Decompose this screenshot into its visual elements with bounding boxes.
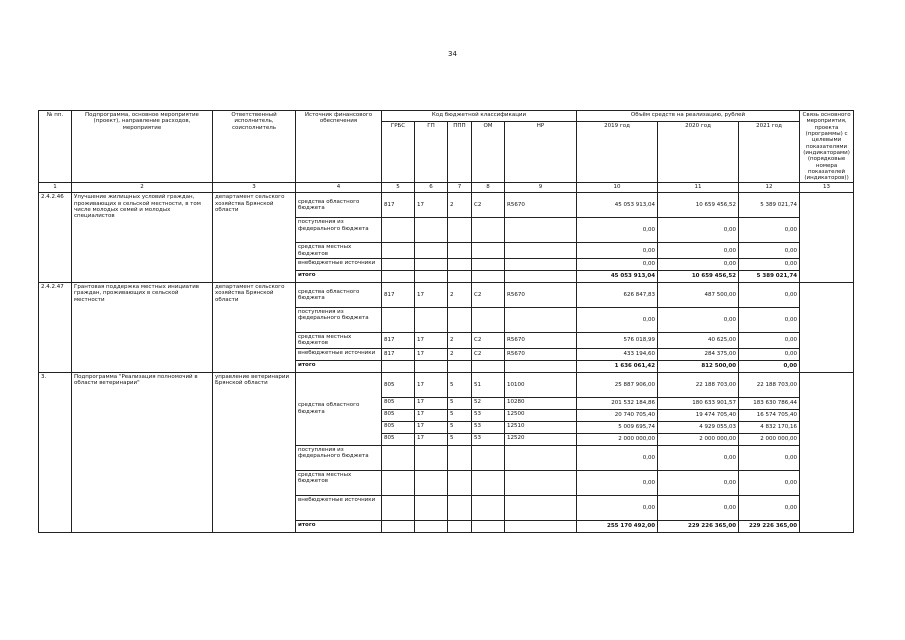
value-2019: 0,00 — [577, 259, 658, 271]
om: 52 — [472, 397, 505, 409]
total-2019: 255 170 492,00 — [577, 520, 658, 532]
value-2021: 0,00 — [739, 445, 800, 470]
gp: 17 — [415, 433, 448, 445]
header-2019: 2019 год — [577, 122, 658, 183]
colnum: 7 — [448, 183, 472, 193]
colnum: 10 — [577, 183, 658, 193]
value-2019: 433 194,60 — [577, 348, 658, 360]
value-2019: 0,00 — [577, 218, 658, 243]
colnum: 3 — [213, 183, 296, 193]
header-2021: 2021 год — [739, 122, 800, 183]
source: внебюджетные источники — [296, 495, 382, 520]
header-grbs: ГРБС — [382, 122, 415, 183]
colnum: 12 — [739, 183, 800, 193]
header-2020: 2020 год — [658, 122, 739, 183]
row-number: 3. — [39, 372, 72, 532]
value-2019: 626 847,83 — [577, 283, 658, 308]
total-2020: 10 659 456,52 — [658, 271, 739, 283]
value-2019: 576 018,99 — [577, 333, 658, 349]
value-2021: 0,00 — [739, 495, 800, 520]
gp: 17 — [415, 372, 448, 397]
value-2021: 16 574 705,40 — [739, 409, 800, 421]
indicator-link — [800, 283, 854, 373]
source: средства областного бюджета — [296, 283, 382, 308]
header-source: Источник финансового обеспечения — [296, 111, 382, 183]
budget-table-container — [38, 110, 853, 530]
grbs: 805 — [382, 372, 415, 397]
value-2021: 0,00 — [739, 348, 800, 360]
value-2020: 0,00 — [658, 445, 739, 470]
pp: 5 — [448, 421, 472, 433]
value-2021: 0,00 — [739, 308, 800, 333]
row-number: 2.4.2.47 — [39, 283, 72, 373]
nr: R5670 — [505, 283, 577, 308]
value-2020: 0,00 — [658, 470, 739, 495]
gp: 17 — [415, 283, 448, 308]
value-2020: 0,00 — [658, 259, 739, 271]
om: 53 — [472, 409, 505, 421]
pp: 5 — [448, 397, 472, 409]
value-2020: 0,00 — [658, 243, 739, 259]
header-nr: НР — [505, 122, 577, 183]
om: C2 — [472, 193, 505, 218]
colnum: 13 — [800, 183, 854, 193]
value-2019: 0,00 — [577, 308, 658, 333]
value-2021: 0,00 — [739, 243, 800, 259]
header-om: ОМ — [472, 122, 505, 183]
gp: 17 — [415, 193, 448, 218]
value-2019: 20 740 705,40 — [577, 409, 658, 421]
value-2021: 2 000 000,00 — [739, 433, 800, 445]
table-row — [39, 372, 854, 397]
total-2019: 1 636 061,42 — [577, 360, 658, 372]
grbs: 805 — [382, 409, 415, 421]
grbs: 805 — [382, 433, 415, 445]
source: внебюджетные источники — [296, 259, 382, 271]
gp: 17 — [415, 421, 448, 433]
grbs: 817 — [382, 283, 415, 308]
source: внебюджетные источники — [296, 348, 382, 360]
nr: 12500 — [505, 409, 577, 421]
total-2019: 45 053 913,04 — [577, 271, 658, 283]
value-2021: 0,00 — [739, 283, 800, 308]
source: средства областного бюджета — [296, 372, 382, 445]
value-2020: 19 474 705,40 — [658, 409, 739, 421]
budget-table — [38, 110, 854, 533]
om: C2 — [472, 333, 505, 349]
value-2020: 487 500,00 — [658, 283, 739, 308]
source: поступления из федерального бюджета — [296, 308, 382, 333]
value-2019: 25 887 906,00 — [577, 372, 658, 397]
value-2019: 45 053 913,04 — [577, 193, 658, 218]
page-number: 34 — [448, 50, 457, 58]
nr: 12520 — [505, 433, 577, 445]
header-executor: Ответственный исполнитель, соисполнитель — [213, 111, 296, 183]
colnum: 5 — [382, 183, 415, 193]
grbs: 817 — [382, 333, 415, 349]
nr: 10280 — [505, 397, 577, 409]
value-2021: 0,00 — [739, 259, 800, 271]
grbs: 805 — [382, 421, 415, 433]
value-2020: 0,00 — [658, 495, 739, 520]
value-2019: 2 000 000,00 — [577, 433, 658, 445]
grbs: 817 — [382, 348, 415, 360]
source: средства местных бюджетов — [296, 333, 382, 349]
pp: 5 — [448, 409, 472, 421]
source: поступления из федерального бюджета — [296, 445, 382, 470]
colnum: 11 — [658, 183, 739, 193]
value-2021: 4 832 170,16 — [739, 421, 800, 433]
header-funds: Объём средств на реализацию, рублей — [577, 111, 800, 122]
source: средства местных бюджетов — [296, 243, 382, 259]
total-2020: 812 500,00 — [658, 360, 739, 372]
nr: R5670 — [505, 193, 577, 218]
header-gp: ГП — [415, 122, 448, 183]
colnum: 2 — [72, 183, 213, 193]
nr: R5670 — [505, 348, 577, 360]
value-2019: 0,00 — [577, 243, 658, 259]
pp: 5 — [448, 372, 472, 397]
source: средства областного бюджета — [296, 193, 382, 218]
header-num: № пп. — [39, 111, 72, 183]
om: C2 — [472, 283, 505, 308]
colnum: 9 — [505, 183, 577, 193]
total-2021: 229 226 365,00 — [739, 520, 800, 532]
value-2019: 5 009 695,74 — [577, 421, 658, 433]
gp: 17 — [415, 397, 448, 409]
pp: 2 — [448, 193, 472, 218]
gp: 17 — [415, 348, 448, 360]
om: C2 — [472, 348, 505, 360]
value-2021: 183 630 786,44 — [739, 397, 800, 409]
value-2021: 0,00 — [739, 218, 800, 243]
value-2021: 0,00 — [739, 333, 800, 349]
value-2019: 0,00 — [577, 445, 658, 470]
header-link: Связь основного мероприятия, проекта (программы) с целевыми показателями (индикаторами) (порядковые номера показателей (индикаторов)) — [800, 111, 854, 183]
colnum: 8 — [472, 183, 505, 193]
executor: управление ветеринарии Брянской области — [213, 372, 296, 532]
value-2020: 4 929 055,03 — [658, 421, 739, 433]
pp: 2 — [448, 333, 472, 349]
gp: 17 — [415, 333, 448, 349]
om: 53 — [472, 433, 505, 445]
value-2021: 5 389 021,74 — [739, 193, 800, 218]
om: 53 — [472, 421, 505, 433]
value-2019: 0,00 — [577, 495, 658, 520]
source: поступления из федерального бюджета — [296, 218, 382, 243]
pp: 2 — [448, 348, 472, 360]
total-label: итого — [296, 520, 382, 532]
header-row — [39, 111, 854, 122]
pp: 2 — [448, 283, 472, 308]
total-label: итого — [296, 271, 382, 283]
nr: R5670 — [505, 333, 577, 349]
value-2020: 0,00 — [658, 218, 739, 243]
value-2020: 22 188 703,00 — [658, 372, 739, 397]
executor: департамент сельского хозяйства Брянской области — [213, 283, 296, 373]
value-2020: 284 375,00 — [658, 348, 739, 360]
header-kbk: Код бюджетной классификации — [382, 111, 577, 122]
value-2020: 40 625,00 — [658, 333, 739, 349]
total-2020: 229 226 365,00 — [658, 520, 739, 532]
header-ppgp: ППП — [448, 122, 472, 183]
grbs: 817 — [382, 193, 415, 218]
total-2021: 5 389 021,74 — [739, 271, 800, 283]
nr: 12510 — [505, 421, 577, 433]
value-2019: 0,00 — [577, 470, 658, 495]
table-row — [39, 283, 854, 308]
colnum: 1 — [39, 183, 72, 193]
value-2020: 180 633 901,57 — [658, 397, 739, 409]
om: 51 — [472, 372, 505, 397]
row-number: 2.4.2.46 — [39, 193, 72, 283]
executor: департамент сельского хозяйства Брянской области — [213, 193, 296, 283]
pp: 5 — [448, 433, 472, 445]
total-label: итого — [296, 360, 382, 372]
nr: 10100 — [505, 372, 577, 397]
indicator-link — [800, 372, 854, 532]
measure-name: Грантовая поддержка местных инициатив граждан, проживающих в сельской местности — [72, 283, 213, 373]
source: средства местных бюджетов — [296, 470, 382, 495]
gp: 17 — [415, 409, 448, 421]
value-2021: 0,00 — [739, 470, 800, 495]
measure-name: Улучшение жилищных условий граждан, проживающих в сельской местности, в том числе молодых семей и молодых специалистов — [72, 193, 213, 283]
value-2020: 0,00 — [658, 308, 739, 333]
value-2019: 201 532 184,86 — [577, 397, 658, 409]
value-2020: 2 000 000,00 — [658, 433, 739, 445]
header-program: Подпрограмма, основное мероприятие (проект), направление расходов, мероприятие — [72, 111, 213, 183]
colnum: 4 — [296, 183, 382, 193]
value-2021: 22 188 703,00 — [739, 372, 800, 397]
value-2020: 10 659 456,52 — [658, 193, 739, 218]
column-number-row — [39, 183, 854, 193]
measure-name: Подпрограмма "Реализация полномочий в области ветеринарии" — [72, 372, 213, 532]
table-row — [39, 193, 854, 218]
total-2021: 0,00 — [739, 360, 800, 372]
colnum: 6 — [415, 183, 448, 193]
grbs: 805 — [382, 397, 415, 409]
indicator-link — [800, 193, 854, 283]
